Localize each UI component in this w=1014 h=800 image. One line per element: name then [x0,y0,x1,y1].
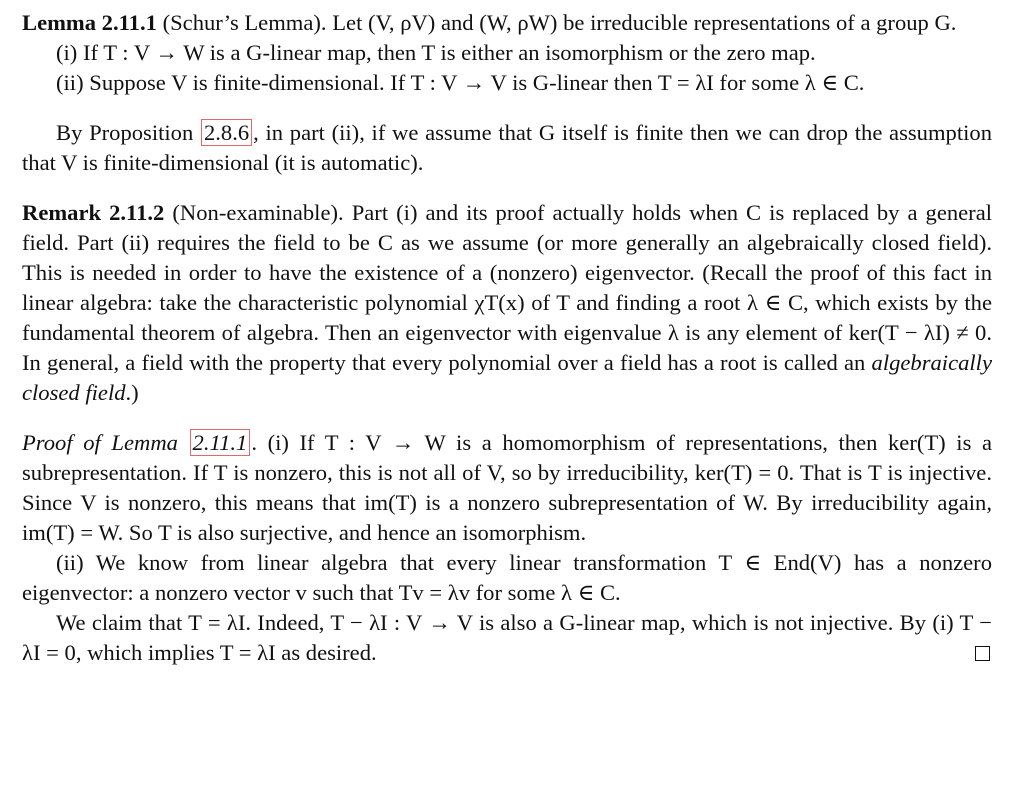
after-lemma-paragraph [22,118,992,178]
qed-square-icon [975,646,990,661]
lemma-reference-link[interactable]: 2.11.1 [190,429,251,456]
after-lemma-text-2: , in part (ii), if we assume that G itself is finite then we can drop the assumption that V is finite-dimensional (it is automatic). [22,120,992,175]
remark-defined-term: algebraically closed field [22,350,992,405]
lemma-intro: Let (V, ρV) and (W, ρW) be irreducible representations of a group G. [332,10,957,35]
after-lemma-text-1: By Proposition [56,120,194,145]
lemma-part-i: (i) If T : V → W is a G-linear map, then T is either an isomorphism or the zero map. [56,40,816,65]
proof-part-ii: (ii) We know from linear algebra that every linear transformation T ∈ End(V) has a nonzero eigenvector: a nonzero vector v such that Tv = λv for some λ ∈ C. [22,550,992,605]
proof-claim [22,608,992,668]
proof-part-i: Proof of Lemma 2.11.1 . (i) If T : V → W is a homomorphism of representations, then ker(T) is a subrepresentation. If T is nonzero, this is not all of V, so by irreducibility, ker(T) = 0. That is T is injective. Since V is nonzero, this means that im(T) is a nonzero subrepresentation of W. By irreducibility again, im(T) = W. So T is also surjective, and hence an isomorphism. [22,430,992,545]
remark-paragraph [22,198,992,408]
remark-end: .) [125,380,139,405]
proposition-reference-link[interactable]: 2.8.6 [201,119,252,146]
remark-name: (Non-examinable). [172,200,344,225]
proof-part-i-text: (i) If T : V → W is a homomorphism of representations, then ker(T) is a subrepresentation. If T is nonzero, this is not all of V, so by irreducibility, ker(T) = 0. That is T is injective. Since V is nonzero, this means that im(T) is a nonzero subrepresentation of W. By irreducibility again, im(T) = W. So T is also surjective, and hence an isomorphism. [22,430,992,545]
proof-label: Proof of Lemma [22,430,178,455]
remark-body: Part (i) and its proof actually holds when C is replaced by a general field. Part (ii) requires the field to be C as we assume (or more generally an algebraically closed field). This is needed in order to have the existence of a (nonzero) eigenvector. (Recall the proof of this fact in linear algebra: take the characteristic polynomial χT(x) of T and finding a root λ ∈ C, which exists by the fundamental theorem of algebra. Then an eigenvector with eigenvalue λ is any element of ker(T − λI) ≠ 0. In general, a field with the property that every polynomial over a field has a root is called an [22,200,992,375]
lemma-part-ii: (ii) Suppose V is finite-dimensional. If T : V → V is G-linear then T = λI for some λ ∈ C. [56,70,865,95]
proof-claim-text: We claim that T = λI. Indeed, T − λI : V → V is also a G-linear map, which is not injective. By (i) T − λI = 0, which implies T = λI as desired. [22,610,992,665]
lemma-heading: Lemma 2.11.1 [22,10,157,35]
lemma-name: (Schur’s Lemma). [162,10,327,35]
remark-heading: Remark 2.11.2 [22,200,165,225]
lemma-statement [22,8,992,38]
